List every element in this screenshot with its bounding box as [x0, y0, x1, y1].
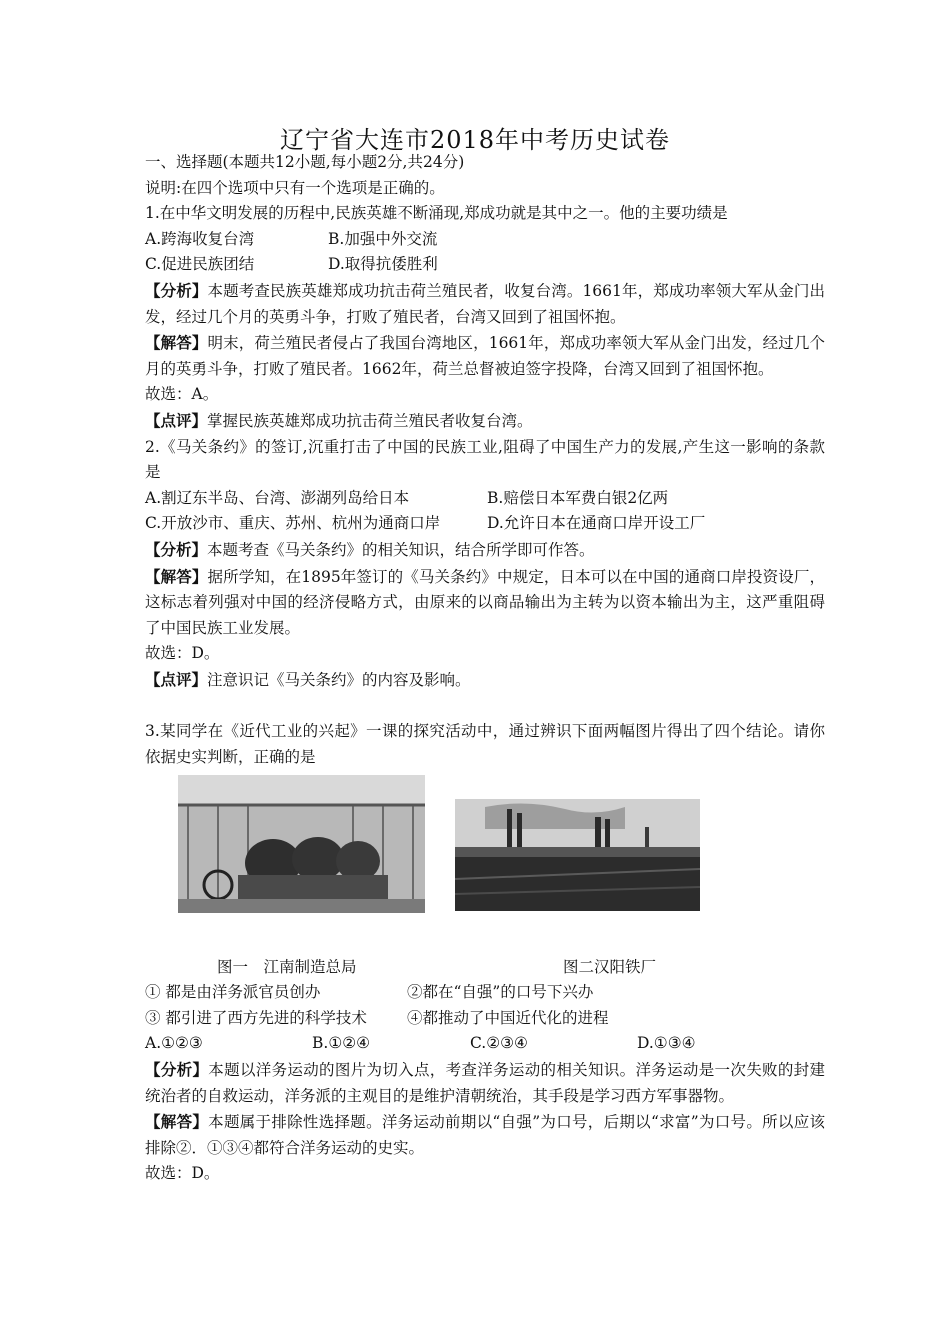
option-a: A.割辽东半岛、台湾、澎湖列岛给日本: [145, 488, 410, 507]
page-title: 辽宁省大连市2018年中考历史试卷: [279, 126, 671, 154]
answer-text: 明末，荷兰殖民者侵占了我国台湾地区，1661年，郑成功率领大军从金门出发，经过几个月的英勇斗争，打败了殖民者。1662年，荷兰总督被迫签字投降，台湾又回到了祖国怀抱。: [145, 334, 825, 378]
spacer: [145, 693, 825, 719]
photo-jiangnan-arsenal: [178, 775, 425, 913]
choice: 故选：D。: [145, 644, 220, 663]
options-row: [145, 511, 825, 537]
option-a: A.跨海收复台湾: [145, 229, 255, 248]
option-d: D.①③④: [637, 1034, 696, 1053]
answer: [145, 330, 825, 382]
caption-figure-1: 图一 江南制造总局: [217, 957, 357, 976]
section-header: 一、选择题(本题共12小题,每小题2分,共24分): [145, 153, 465, 171]
statement-3: ③ 都引进了西方先进的科学技术: [145, 1008, 367, 1027]
answer-tag: 【解答】: [145, 333, 208, 353]
analysis: [145, 278, 825, 330]
exam-content: [145, 150, 825, 1187]
photo-hanyang-ironworks: [455, 799, 700, 911]
option-c: C.②③④: [470, 1034, 528, 1053]
comment-text: 注意识记《马关条约》的内容及影响。: [207, 670, 471, 689]
options-row: [145, 486, 825, 512]
comment-tag: 【点评】: [145, 669, 208, 689]
instruction-note: 说明:在四个选项中只有一个选项是正确的。: [145, 178, 445, 197]
question-1: [145, 201, 825, 434]
analysis-text: 本题考查民族英雄郑成功抗击荷兰殖民者，收复台湾。1661年，郑成功率领大军从金门出发，经过几个月的英勇斗争，打败了殖民者，台湾又回到了祖国怀抱。: [145, 281, 825, 326]
answer: [145, 1109, 825, 1161]
answer: [145, 564, 825, 642]
options-row: [145, 227, 825, 253]
comment-text: 掌握民族英雄郑成功抗击荷兰殖民者收复台湾。: [207, 411, 533, 430]
answer-text: 据所学知，在1895年签订的《马关条约》中规定，日本可以在中国的通商口岸投资设厂，这标志着列强对中国的经济侵略方式，由原来的以商品输出为主转为以资本输出为主，这严重阻碍了中国民族工业发展。: [145, 567, 825, 637]
options-row: [145, 252, 825, 278]
option-b: B.①②④: [312, 1034, 371, 1053]
answer-tag: 【解答】: [145, 566, 208, 586]
statements-row: [145, 1006, 825, 1032]
option-c: C.促进民族团结: [145, 255, 255, 274]
question-stem: 3.某同学在《近代工业的兴起》一课的探究活动中，通过辨识下面两幅图片得出了四个结论。请你依据史实判断，正确的是: [145, 722, 825, 767]
question-2: [145, 435, 825, 694]
comment-tag: 【点评】: [145, 410, 208, 430]
analysis: [145, 1057, 825, 1109]
choice: 故选：D。: [145, 1164, 220, 1183]
statement-4: ④都推动了中国近代化的进程: [407, 1008, 609, 1027]
statement-1: ① 都是由洋务派官员创办: [145, 983, 321, 1002]
answer-tag: 【解答】: [145, 1112, 209, 1132]
question-stem: 1.在中华文明发展的历程中,民族英雄不断涌现,郑成功就是其中之一。他的主要功绩是: [145, 204, 728, 223]
option-c: C.开放沙市、重庆、苏州、杭州为通商口岸: [145, 514, 441, 533]
analysis-text: 本题考查《马关条约》的相关知识，结合所学即可作答。: [207, 540, 595, 559]
comment: [145, 667, 825, 694]
question-stem: 2.《马关条约》的签订,沉重打击了中国的民族工业,阻碍了中国生产力的发展,产生这一影响的条款是: [145, 437, 825, 482]
analysis: [145, 537, 825, 564]
analysis-text: 本题以洋务运动的图片为切入点，考查洋务运动的相关知识。洋务运动是一次失败的封建统治者的自救运动，洋务派的主观目的是维护清朝统治，其手段是学习西方军事器物。: [145, 1061, 825, 1105]
figure-captions: [145, 955, 825, 981]
figures: [145, 775, 825, 955]
answer-text: 本题属于排除性选择题。洋务运动前期以“自强”为口号，后期以“求富”为口号。所以应该排除②．①③④都符合洋务运动的史实。: [145, 1113, 825, 1157]
option-b: B.加强中外交流: [328, 229, 438, 248]
analysis-tag: 【分析】: [145, 539, 208, 559]
options-row: [145, 1031, 825, 1057]
option-b: B.赔偿日本军费白银2亿两: [487, 488, 669, 507]
statements-row: [145, 980, 825, 1006]
analysis-tag: 【分析】: [145, 1060, 209, 1080]
statement-2: ②都在“自强”的口号下兴办: [407, 983, 594, 1002]
analysis-tag: 【分析】: [145, 280, 208, 300]
question-3: [145, 719, 825, 1187]
comment: [145, 408, 825, 435]
choice: 故选：A。: [145, 385, 219, 404]
option-d: D.取得抗倭胜利: [328, 255, 438, 274]
option-d: D.允许日本在通商口岸开设工厂: [487, 514, 706, 533]
caption-figure-2: 图二汉阳铁厂: [563, 957, 657, 976]
option-a: A.①②③: [145, 1034, 203, 1053]
